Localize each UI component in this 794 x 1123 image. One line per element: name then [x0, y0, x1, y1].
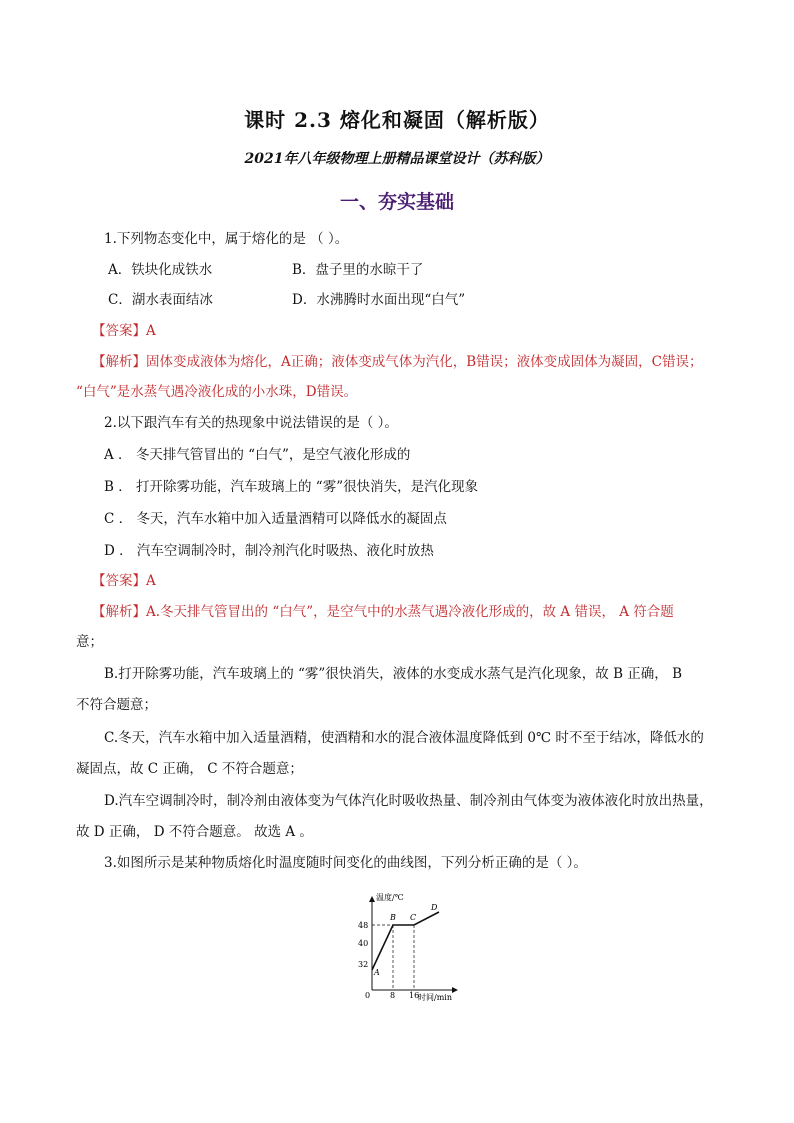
q2-answer	[92, 571, 742, 591]
analysis-tag: 【解析】	[92, 354, 146, 370]
y-tick-label: 32	[358, 960, 369, 969]
q2-analysis-d-line1: D.汽车空调制冷时，制冷剂由液体变为气体汽化时吸收热量、制冷剂由气体变为液体液化时放出热量，	[104, 793, 713, 809]
q2-analysis-d-line2: 故 D 正确， D 不符合题意。 故选 A 。	[76, 824, 313, 840]
point-label-d: D	[431, 903, 438, 912]
q2-analysis-c-line2: 凝固点，故 C 正确， C 不符合题意；	[76, 761, 303, 777]
answer-tag: 【答案】	[92, 573, 146, 589]
q1-analysis-line2: “白气”是水蒸气遇冷液化成的小水珠，D错误。	[76, 384, 358, 400]
answer-tag: 【答案】	[92, 323, 146, 339]
page-title: 课时 2.3 熔化和凝固（解析版）	[244, 108, 550, 132]
analysis-text: A.冬天排气管冒出的 “白气”，是空气中的水蒸气遇冷液化形成的，故 A 错误， A 符合题	[146, 604, 674, 620]
q2-stem: 2.以下跟汽车有关的热现象中说法错误的是（ ）。	[104, 415, 398, 431]
answer-value: A	[146, 323, 156, 339]
y-tick-label: 48	[358, 921, 369, 930]
origin-label: 0	[365, 991, 371, 1000]
q2-analysis-b-line1: B.打开除雾功能，汽车玻璃上的 “雾”很快消失，液体的水变成水蒸气是汽化现象，故 B 正确， B	[104, 666, 683, 682]
analysis-text: 固体变成液体为熔化，A正确；液体变成气体为汽化，B错误；液体变成固体为凝固，C错误；	[146, 354, 703, 370]
q2-analysis-c-line1: C.冬天，汽车水箱中加入适量酒精，使酒精和水的混合液体温度降低到 0℃ 时不至于结冰，降低水的	[104, 730, 704, 746]
q1-option-a: A．铁块化成铁水	[108, 262, 213, 278]
q1-option-d: D．水沸腾时水面出现“白气”	[292, 292, 466, 308]
q3-stem: 3.如图所示是某种物质熔化时温度随时间变化的曲线图，下列分析正确的是（ ）。	[104, 855, 587, 871]
analysis-tag: 【解析】	[92, 604, 146, 620]
page-subtitle: 2021年八年级物理上册精品课堂设计（苏科版）	[244, 151, 550, 167]
temperature-curve	[372, 912, 439, 970]
point-label-b: B	[390, 913, 396, 922]
q2-analysis-b-line2: 不符合题意；	[76, 697, 157, 713]
section-heading: 一、夯实基础	[339, 191, 454, 213]
q2-option-a: A ． 冬天排气管冒出的 “白气”，是空气液化形成的	[104, 447, 411, 463]
q1-option-c: C．湖水表面结冰	[108, 292, 213, 308]
answer-value: A	[146, 573, 156, 589]
q2-option-b: B ． 打开除雾功能，汽车玻璃上的 “雾”很快消失，是汽化现象	[104, 479, 479, 495]
q2-option-d: D ． 汽车空调制冷时，制冷剂汽化时吸热、液化时放热	[104, 543, 434, 559]
q2-option-c: C ． 冬天，汽车水箱中加入适量酒精可以降低水的凝固点	[104, 511, 447, 527]
y-tick-label: 40	[358, 939, 369, 948]
q1-option-b: B．盘子里的水晾干了	[292, 262, 424, 278]
point-label-a: A	[374, 968, 380, 977]
q2-analysis-a-line1	[92, 602, 742, 622]
q1-stem: 1.下列物态变化中，属于熔化的是 （ ）。	[104, 231, 349, 247]
q1-analysis-line1	[92, 352, 742, 372]
y-axis-label: 温度/℃	[376, 893, 404, 902]
point-label-c: C	[410, 913, 417, 922]
x-axis-label: 时间/min	[418, 993, 452, 1002]
q2-analysis-a-line2: 意；	[76, 634, 103, 650]
q1-answer	[92, 321, 742, 341]
x-tick-label: 16	[409, 991, 420, 1000]
x-tick-label: 8	[390, 991, 396, 1000]
melting-curve-figure	[345, 885, 465, 1005]
